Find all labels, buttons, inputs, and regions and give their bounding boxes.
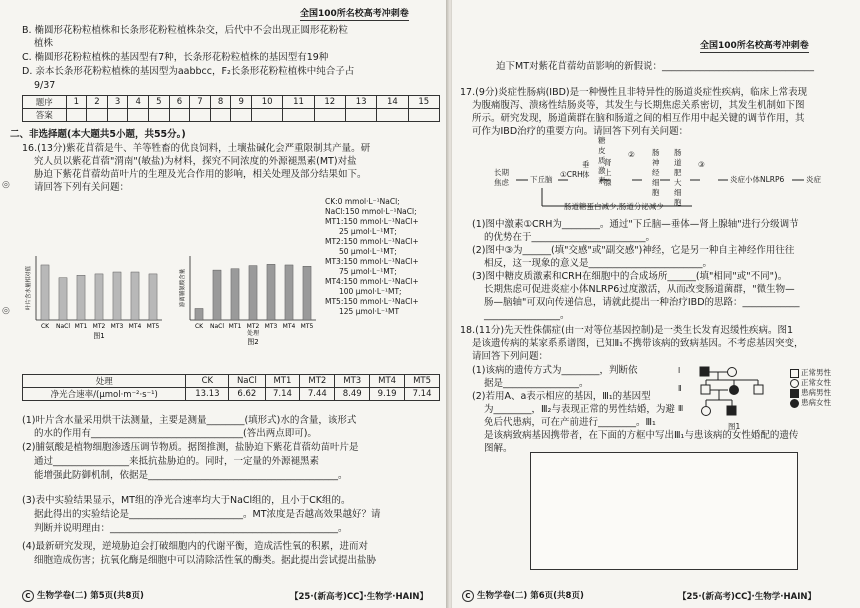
table-header-cell: CK	[186, 375, 229, 388]
chart-fig1	[24, 256, 162, 340]
bar	[149, 274, 157, 320]
legend-line: MT3:150 mmol·L⁻¹NaCl+	[325, 257, 419, 266]
q17-part: (3)图中糖皮质激素和CRH在细胞中的合成场所______(填"相同"或"不同")。	[472, 271, 788, 282]
tick-label: CK	[194, 323, 204, 330]
table-cell: 6.62	[229, 388, 265, 401]
bar	[285, 265, 293, 320]
answer-cell[interactable]	[128, 109, 149, 122]
tick-label: MT5	[146, 323, 160, 330]
question-number: 2	[87, 96, 108, 109]
q17-part: (1)图中激素①CRH为________。通过"下丘脑—垂体—肾上腺轴"进行分级调节	[472, 219, 799, 230]
table-row-label: 净光合速率/(μmol·m⁻²·s⁻¹)	[23, 388, 186, 401]
q17-part: 长期焦虑可促进炎症小体NLRP6过度激活，从而改变肠道菌群，"微生物—	[484, 284, 795, 295]
legend-line: 50 μmol·L⁻¹MT;	[339, 247, 397, 256]
y-axis-label: 叶片含水量相对值	[26, 265, 32, 311]
legend-affected-female: 患病女性	[790, 398, 831, 408]
footer-left: C 生物学卷(二) 第6页(共8页)	[462, 589, 584, 602]
diagram-adrenal: 肾上腺	[604, 158, 612, 187]
q16-part: 通过________________来抵抗盐胁迫的。同时，一定量的外源褪黑素	[34, 456, 320, 467]
table-cell: 7.14	[405, 388, 440, 401]
q17-part: ________________。	[484, 310, 570, 321]
q16-line: 请回答下列有关问题：	[34, 182, 130, 193]
x-axis-label: 处理	[246, 330, 260, 337]
tick-label: NaCl	[55, 323, 71, 330]
answer-cell[interactable]	[148, 109, 169, 122]
question-number: 14	[377, 96, 408, 109]
legend-line: MT5:150 mmol·L⁻¹NaCl+	[325, 297, 419, 306]
diagram-inflammation: 炎症	[806, 175, 821, 184]
gen-label: Ⅱ	[678, 384, 682, 393]
diagram-nerve: ②	[628, 150, 635, 159]
legend-affected-male: 患病男性	[790, 388, 831, 398]
pedigree-chart	[688, 366, 788, 428]
diagram-pituitary: 垂体	[582, 160, 590, 179]
answer-cell[interactable]	[107, 109, 128, 122]
q16-part: (3)表中实验结果显示，MT组的净光合速率均大于NaCl组的，且小于CK组的。	[22, 495, 351, 506]
answer-cell[interactable]	[87, 109, 108, 122]
pedigree-legend	[790, 368, 831, 408]
option-b: B. 椭圆形花粉粒植株和长条形花粉粒植株杂交，后代中不会出现正圆形花粉粒	[22, 25, 349, 36]
answer-cell[interactable]	[231, 109, 252, 122]
diagram-bottom: 肠道糖蛋白减少,肠道分泌减少	[564, 202, 664, 211]
bar	[41, 265, 49, 320]
answer-cell[interactable]	[66, 109, 87, 122]
tick-label: MT2	[246, 323, 260, 330]
pedigree-caption: 图1	[728, 422, 741, 431]
q16-line: 16.(13分)紫花苜蓿是牛、羊等牲畜的优良饲料，土壤盐碱化会严重限制其产量。研	[22, 143, 371, 154]
q18-part: 免后代患病，可在产前进行________。Ⅲ₁	[484, 417, 656, 428]
chart-caption: 图2	[247, 338, 259, 346]
legend-line: MT1:150 mmol·L⁻¹NaCl+	[325, 217, 419, 226]
result-table	[22, 374, 440, 401]
q16-part: 细胞造成伤害；抗氧化酶是细胞中可以清除活性氧的酶类。据此提出尝试提出盐胁	[34, 555, 377, 566]
question-number: 11	[283, 96, 314, 109]
answer-cell[interactable]	[252, 109, 283, 122]
y-axis-label: 游离脯氨酸含量	[180, 268, 186, 308]
table-header-cell: MT3	[335, 375, 370, 388]
q17-line: 17.(9分)炎症性肠病(IBD)是一种慢性且非特异性的肠道炎症性疾病，临床上常表现	[460, 87, 808, 98]
bar	[195, 308, 203, 320]
section-title: 二、非选择题(本大题共5小题，共55分。)	[10, 129, 186, 140]
question-number: 15	[408, 96, 439, 109]
tick-label: MT1	[228, 323, 242, 330]
q16-part: 判断并说明理由：________________________________________________。	[34, 523, 348, 534]
question-number: 8	[210, 96, 231, 109]
q16-part: (4)最新研究发现，逆境胁迫会打破细胞内的代谢平衡，造成活性氧的积累，进而对	[22, 541, 368, 552]
option-c: C. 椭圆形花粉粒植株的基因型有7种，长条形花粉粒植株的基因型有19种	[22, 52, 329, 63]
table-header-cell: MT2	[300, 375, 335, 388]
footer-right: 【25·(新高考)CC】·生物学·HAIN】	[290, 592, 428, 602]
diagram-crh: ①CRH	[560, 170, 583, 179]
tick-label: MT1	[74, 323, 88, 330]
question-number: 7	[190, 96, 211, 109]
table-header-cell: MT5	[405, 375, 440, 388]
question-number: 6	[169, 96, 190, 109]
q18-line: 18.(11分)先天性侏儒症(由一对等位基因控制)是一类生长发育迟缓性疾病。图1	[460, 325, 794, 336]
q16-part: (2)脯氨酸是植物细胞渗透压调节物质。据图推测，盐胁迫下紫花苜蓿幼苗叶片是	[22, 442, 359, 453]
tick-label: MT4	[128, 323, 142, 330]
q18-part: (1)该病的遗传方式为________，判断依	[472, 365, 638, 376]
table-cell: 7.14	[265, 388, 300, 401]
legend-line: 25 μmol·L⁻¹MT;	[339, 227, 397, 236]
q17-line: 为腹痛腹泻、溃疡性结肠炎等，其发生与长期焦虑关系密切，其发生机制如下图	[472, 100, 805, 111]
q17-line: 所示。研究发现，肠道菌群在脑和肠道之间的相互作用中起关键的调节作用，其	[472, 113, 805, 124]
q16-line: 究人员以紫花苜蓿"渭南"(敏盐)为材料，探究不同浓度的外源褪黑素(MT)对盐	[34, 156, 357, 167]
q16-part: (1)叶片含水量采用烘干法测量，主要是测量________(填形式)水的含量，该形式	[22, 415, 357, 426]
answer-table	[22, 95, 440, 122]
answer-cell[interactable]	[345, 109, 376, 122]
answer-cell[interactable]	[377, 109, 408, 122]
answer-cell[interactable]	[169, 109, 190, 122]
tick-label: NaCl	[209, 323, 225, 330]
legend-line: MT2:150 mmol·L⁻¹NaCl+	[325, 237, 419, 246]
tick-label: MT2	[92, 323, 106, 330]
tick-label: CK	[40, 323, 50, 330]
diagram-anxiety: 长期焦虑	[494, 168, 509, 187]
binding-mark: ◎	[2, 306, 10, 316]
q16-part: 的水的作用有________________________________(答出两点即可)。	[34, 428, 317, 439]
hypothesis-line: 迫下MT对紫花苜蓿幼苗影响的新假说：________________________________	[496, 61, 814, 72]
option-b-cont: 植株	[34, 38, 54, 49]
q16-line: 胁迫下紫花苜蓿幼苗叶片的生理及光合作用的影响，相关处理及部分结果如下。	[34, 169, 367, 180]
tick-label: MT4	[282, 323, 296, 330]
tick-label: MT3	[264, 323, 278, 330]
table-header-cell: MT1	[265, 375, 300, 388]
answer-cell[interactable]	[210, 109, 231, 122]
gen-label: Ⅲ	[678, 404, 684, 413]
header-title: 全国100所名校高考冲刺卷	[300, 6, 409, 21]
header-title: 全国100所名校高考冲刺卷	[700, 38, 809, 53]
q18-part: 为________，Ⅲ₂与表现正常的男性结婚，为避	[484, 404, 675, 415]
q16-part: 据此得出的实验结论是________________________。MT浓度是否越高效果越好？请	[34, 509, 381, 520]
answer-cell[interactable]	[190, 109, 211, 122]
bar	[59, 278, 67, 320]
legend-normal-male: 正常男性	[790, 368, 831, 378]
question-number: 13	[345, 96, 376, 109]
table-header-cell: MT4	[370, 375, 405, 388]
right-page	[452, 0, 860, 608]
legend-line: 125 μmol·L⁻¹MT	[339, 307, 400, 316]
answer-cell[interactable]	[314, 109, 345, 122]
q16-part: 能增强此防御机制，依据是________________________________________。	[34, 470, 348, 481]
question-number: 10	[252, 96, 283, 109]
legend-line: CK:0 mmol·L⁻¹NaCl;	[325, 197, 400, 206]
tick-label: MT3	[110, 323, 124, 330]
footer-left: C 生物学卷(二) 第5页(共8页)	[22, 589, 144, 602]
q17-part: 相反，这一现象的意义是________________________。	[484, 258, 713, 269]
diagram-enzyme: ③	[698, 160, 705, 169]
legend-line: NaCl:150 mmol·L⁻¹NaCl;	[325, 207, 417, 216]
chart-fig2	[178, 256, 316, 346]
binding-mark: ◎	[2, 180, 10, 190]
q18-line: 请回答下列问题：	[472, 351, 549, 362]
diagram-mast: 肠道肥大细胞	[674, 148, 682, 207]
question-number: 5	[148, 96, 169, 109]
q17-line: 可作为IBD治疗的重要方向。请回答下列有关问题：	[472, 126, 689, 137]
logo-icon: C	[22, 590, 34, 602]
table-cell: 8.49	[335, 388, 370, 401]
chart-caption: 图1	[93, 332, 105, 340]
answer-cell[interactable]	[283, 109, 314, 122]
bar	[113, 272, 121, 320]
q17-part: 肠—脑轴"可双向传递信息，请就此提出一种治疗IBD的思路：____________	[484, 297, 800, 308]
gen-label: Ⅰ	[678, 366, 681, 375]
question-number: 9	[231, 96, 252, 109]
chart-legend	[325, 197, 419, 317]
diagram-gut-cells: 肠神经细胞	[652, 148, 660, 197]
table-label: 题序	[23, 96, 67, 109]
tick-label: MT5	[300, 323, 314, 330]
footer-right: 【25·(新高考)CC】·生物学·HAIN】	[678, 592, 816, 602]
bar	[267, 264, 275, 320]
answer-box[interactable]	[530, 452, 798, 570]
legend-line: 100 μmol·L⁻¹MT;	[339, 287, 402, 296]
table-cell: 13.13	[186, 388, 229, 401]
bar	[213, 270, 221, 320]
question-number: 4	[128, 96, 149, 109]
legend-line: MT4:150 mmol·L⁻¹NaCl+	[325, 277, 419, 286]
diagram-nlrp6: 炎症小体NLRP6	[730, 175, 785, 184]
legend-normal-female: 正常女性	[790, 378, 831, 388]
q18-part: 是该病致病基因携带者，在下面的方框中写出Ⅲ₁与患该病的女性婚配的遗传	[484, 430, 799, 441]
table-cell: 7.44	[300, 388, 335, 401]
answer-cell[interactable]	[408, 109, 439, 122]
bar	[231, 269, 239, 320]
q17-part: (2)图中③为______(填"交感"或"副交感")神经，它是另一种自主神经作用往往	[472, 245, 795, 256]
logo-icon: C	[462, 590, 474, 602]
legend-line: 75 μmol·L⁻¹MT;	[339, 267, 397, 276]
bar	[77, 275, 85, 320]
question-number: 1	[66, 96, 87, 109]
diagram-cortisol: 糖皮质激素	[598, 136, 606, 185]
option-d: D. 亲本长条形花粉粒植株的基因型为aabbcc，F₂长条形花粉粒植株中纯合子占	[22, 66, 355, 77]
charts-area	[22, 248, 322, 352]
table-header-cell: NaCl	[229, 375, 265, 388]
q18-part: (2)若用A、a表示相应的基因，Ⅲ₁的基因型	[472, 391, 651, 402]
bar	[131, 272, 139, 320]
bar	[95, 274, 103, 320]
question-number: 12	[314, 96, 345, 109]
bar	[249, 266, 257, 320]
option-d-cont: 9/37	[34, 80, 56, 91]
bar	[303, 266, 311, 320]
q18-part: 图解。	[484, 443, 513, 454]
q18-line: 是该遗传病的某家系系谱图，已知Ⅱ₁不携带该病的致病基因。不考虑基因突变，	[472, 338, 804, 349]
q18-part: 据是________________。	[484, 378, 589, 389]
table-cell: 9.19	[370, 388, 405, 401]
diagram-hypothalamus: 下丘脑	[530, 175, 553, 184]
question-number: 3	[107, 96, 128, 109]
table-label: 答案	[23, 109, 67, 122]
q17-part: 的优势在于________________________。	[484, 232, 656, 243]
table-header-cell: 处理	[23, 375, 186, 388]
